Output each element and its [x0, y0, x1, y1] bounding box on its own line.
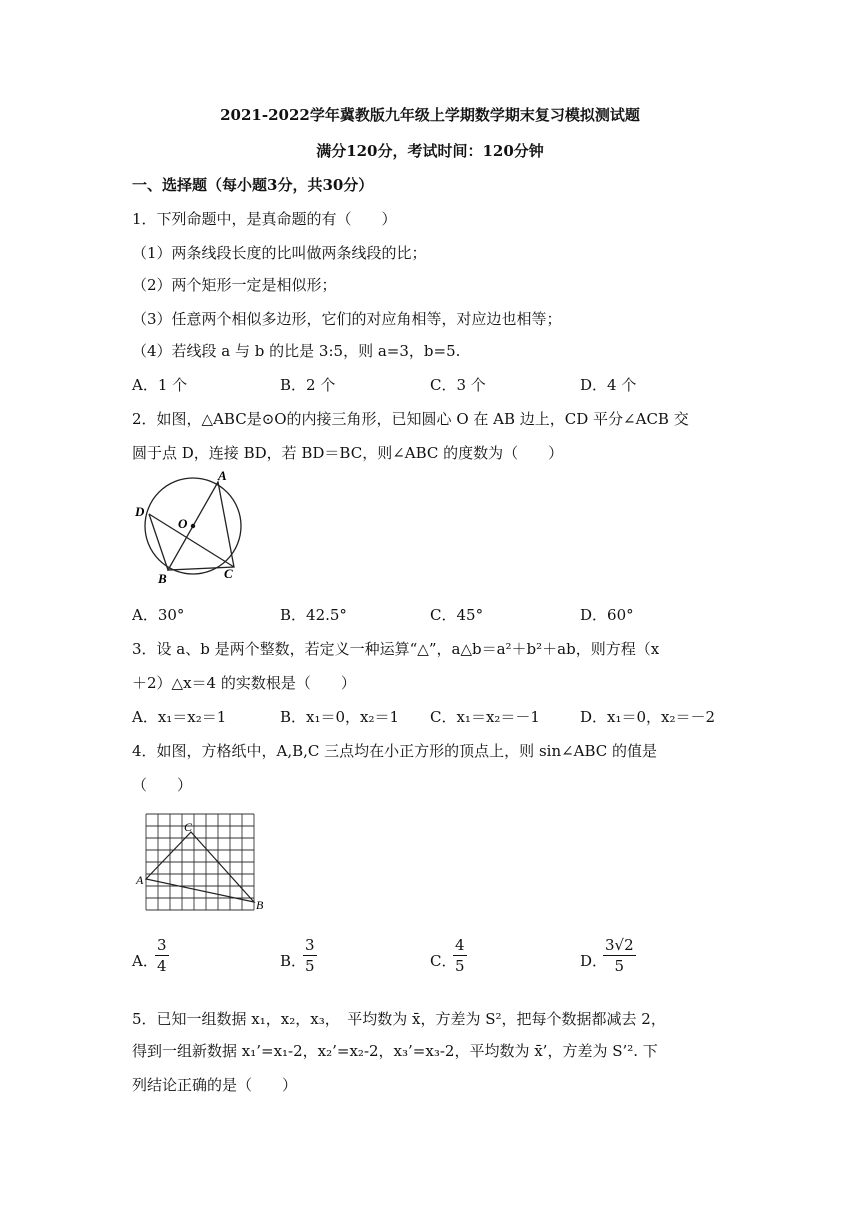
- fraction-numerator: 4: [455, 936, 465, 954]
- label-o: O: [178, 516, 188, 531]
- q1-stem: 1．下列命题中，是真命题的有（ ）: [132, 210, 397, 228]
- q4-option-a: [132, 950, 158, 972]
- fraction-numerator: 3: [157, 936, 167, 954]
- q1-item-1: （1）两条线段长度的比叫做两条线段的比；: [132, 244, 427, 262]
- label-a: A: [218, 470, 227, 483]
- section-heading: 一、选择题（每小题3分，共30分）: [132, 176, 374, 194]
- segment-cd: [149, 514, 234, 567]
- triangle-abc: [146, 832, 254, 902]
- q5-stem-line1: 5．已知一组数据 x₁，x₂，x₃， 平均数为 x̄，方差为 S²，把每个数据都减去 2，: [132, 1010, 666, 1028]
- q4-option-d-fraction: [603, 935, 636, 976]
- q5-stem-line2-text: 得到一组新数据 x₁’=x₁-2，x₂’=x₂-2，x₃’=x₃-2，平均数为 x̄’，方差为 S’². 下: [132, 1042, 658, 1060]
- q1-option-b: B．2 个: [280, 376, 336, 394]
- q3-option-b: B．x₁＝0，x₂＝1: [280, 708, 400, 726]
- q3-stem-line2: ＋2）△x＝4 的实数根是（ ）: [132, 674, 356, 692]
- q1-item-2: （2）两个矩形一定是相似形；: [132, 276, 337, 294]
- q5-stem-line3: 列结论正确的是（ ）: [132, 1076, 298, 1094]
- label-c: C: [184, 820, 193, 834]
- q4-grid-figure: [134, 812, 270, 918]
- q1-option-d: D．4 个: [580, 376, 637, 394]
- q1-item-4: （4）若线段 a 与 b 的比是 3:5，则 a=3，b=5.: [132, 342, 461, 360]
- q1-option-a: A．1 个: [132, 376, 188, 394]
- q2-option-a: A．30°: [132, 606, 185, 624]
- fraction-numerator: 3: [305, 936, 315, 954]
- q4-option-d-letter: D．: [580, 952, 608, 970]
- q4-option-a-fraction: [155, 935, 169, 976]
- q3-option-d: D．x₁＝0，x₂＝－2: [580, 708, 716, 726]
- fraction-denominator: 5: [614, 957, 625, 975]
- document-subtitle: 满分120分，考试时间：120分钟: [316, 142, 544, 160]
- q2-option-b: B．42.5°: [280, 606, 347, 624]
- center-o-dot: [191, 524, 195, 528]
- q2-circle-figure: [128, 470, 258, 590]
- fraction-numerator: 3√2: [605, 936, 634, 954]
- label-a: A: [136, 873, 144, 887]
- q4-option-c-letter: C．: [430, 952, 457, 970]
- fraction-denominator: 5: [305, 957, 315, 975]
- q4-stem-line1: 4．如图，方格纸中，A,B,C 三点均在小正方形的顶点上，则 sin∠ABC 的值是: [132, 742, 658, 760]
- label-b: B: [256, 898, 264, 912]
- label-c: C: [224, 566, 233, 581]
- q4-option-b-letter: B．: [280, 952, 307, 970]
- label-d: D: [135, 504, 145, 519]
- q3-stem-line1: 3．设 a、b 是两个整数，若定义一种运算“△”，a△b＝a²＋b²＋ab，则方程（x: [132, 640, 660, 658]
- label-b: B: [158, 571, 167, 586]
- q2-stem-line2: 圆于点 D，连接 BD，若 BD＝BC，则∠ABC 的度数为（ ）: [132, 444, 564, 462]
- q4-option-a-letter: A．: [132, 952, 158, 970]
- q1-option-c: C．3 个: [430, 376, 486, 394]
- document-title: 2021-2022学年冀教版九年级上学期数学期末复习模拟测试题: [220, 106, 640, 124]
- q3-option-a: A．x₁＝x₂＝1: [132, 708, 227, 726]
- fraction-denominator: 5: [455, 957, 465, 975]
- q3-option-c: C．x₁＝x₂＝－1: [430, 708, 540, 726]
- q2-stem-line1: 2．如图，△ABC是⊙O的内接三角形，已知圆心 O 在 AB 边上，CD 平分∠ACB 交: [132, 410, 689, 428]
- q4-option-b-fraction: [303, 935, 317, 976]
- q1-item-3: （3）任意两个相似多边形，它们的对应角相等，对应边也相等；: [132, 310, 562, 328]
- q4-stem-line2: （ ）: [132, 776, 193, 794]
- fraction-denominator: 4: [157, 957, 167, 975]
- q2-option-d: D．60°: [580, 606, 634, 624]
- q2-option-c: C．45°: [430, 606, 484, 624]
- segment-bd: [149, 514, 168, 570]
- q4-option-c-fraction: [453, 935, 467, 976]
